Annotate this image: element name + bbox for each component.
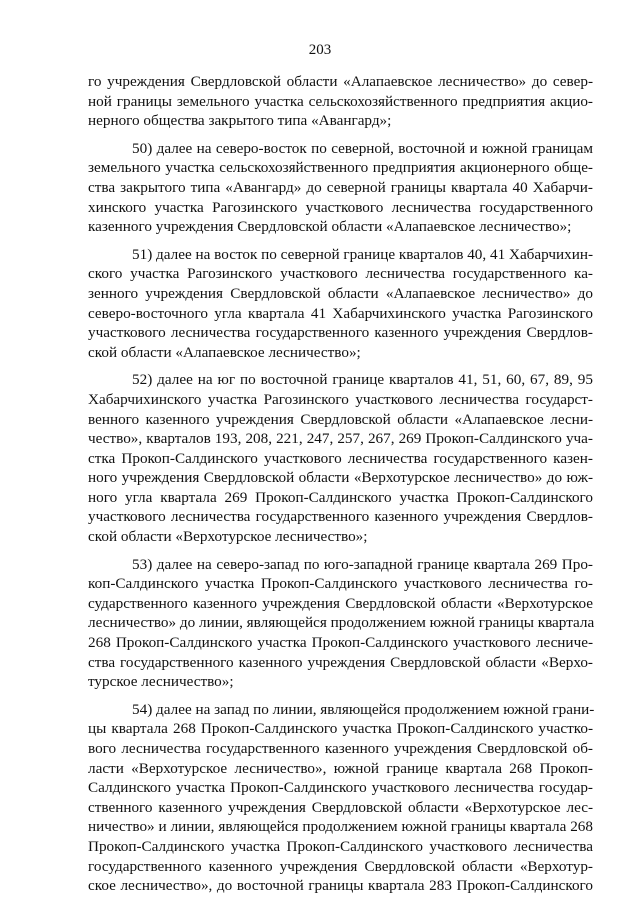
text-line: 268 Прокоп-Салдинского участка Прокоп-Салдинского участкового лесниче-	[88, 634, 593, 652]
text-line: лесничество» до линии, являющейся продолжением южной границы квартала	[88, 614, 595, 632]
text-line: коп-Салдинского участка Прокоп-Салдинского участкового лесничества го-	[88, 575, 593, 593]
text-line: Прокоп-Салдинского участка Прокоп-Салдинского участкового лесничества	[88, 837, 593, 855]
text-line: 50) далее на северо-восток по северной, восточной и южной границам	[132, 139, 593, 157]
text-line: чество», кварталов 193, 208, 221, 247, 257, 267, 269 Прокоп-Салдинского уча-	[88, 430, 593, 448]
paragraph	[88, 72, 593, 131]
text-line: 51) далее на восток по северной границе кварталов 40, 41 Хабарчихин-	[132, 245, 594, 263]
text-line: ничество» и линии, являющейся продолжением южной границы квартала 268	[88, 818, 593, 836]
text-line: государственного казенного учреждения Свердловской области «Верхотур-	[88, 857, 593, 875]
text-line: вого лесничества государственного казенного учреждения Свердловской об-	[88, 740, 593, 757]
text-line: ской области «Верхотурское лесничество»;	[88, 528, 368, 546]
text-line: ственного казенного учреждения Свердловской области «Верхотурское лес-	[88, 798, 593, 816]
text-line: ства государственного казенного учреждения Свердловской области «Верхо-	[88, 653, 593, 671]
paragraph	[88, 370, 593, 546]
text-line: сударственного казенного учреждения Свердловской области «Верхотурское	[88, 594, 593, 612]
text-line: нерного общества закрытого типа «Авангард»;	[88, 112, 392, 130]
text-line: хинского участка Рагозинского участкового лесничества государственного	[88, 198, 593, 216]
text-line: ское лесничество», до восточной границы квартала 283 Прокоп-Салдинского	[88, 877, 593, 895]
paragraph	[88, 139, 593, 237]
text-line: турское лесничество»;	[88, 673, 234, 691]
text-line: ского участка Рагозинского участкового лесничества государственного ка-	[88, 265, 593, 283]
paragraph	[88, 555, 593, 692]
text-line: ной границы земельного участка сельскохозяйственного предприятия акцио-	[88, 92, 593, 110]
document-body	[88, 72, 593, 904]
text-line: ного учреждения Свердловской области «Верхотурское лесничество» до юж-	[88, 469, 593, 487]
text-line: 53) далее на северо-запад по юго-западной границе квартала 269 Про-	[132, 555, 593, 573]
text-line: Салдинского участка Прокоп-Салдинского участкового лесничества государ-	[88, 779, 593, 797]
text-line: участкового лесничества государственного казенного учреждения Свердлов-	[88, 508, 593, 526]
text-line: 54) далее на запад по линии, являющейся продолжением южной грани-	[132, 700, 595, 718]
paragraph	[88, 245, 593, 363]
text-line: цы квартала 268 Прокоп-Салдинского участка Прокоп-Салдинского участко-	[88, 720, 593, 738]
text-line: ской области «Алапаевское лесничество»;	[88, 343, 361, 361]
paragraph	[88, 700, 593, 896]
text-line: казенного учреждения Свердловской области «Алапаевское лесничество»;	[88, 218, 572, 236]
text-line: венного казенного учреждения Свердловской области «Алапаевское лесни-	[88, 410, 593, 428]
text-line: ного угла квартала 269 Прокоп-Салдинского участка Прокоп-Салдинского	[88, 488, 593, 506]
page-number: 203	[308, 42, 332, 58]
text-line: го учреждения Свердловской области «Алапаевское лесничество» до север-	[88, 73, 593, 90]
text-line: северо-восточного угла квартала 41 Хабарчихинского участка Рагозинского	[88, 304, 593, 322]
text-line: стка Прокоп-Салдинского участкового лесничества государственного казен-	[88, 449, 593, 467]
text-line: земельного участка сельскохозяйственного предприятия акционерного обще-	[88, 159, 593, 177]
text-line: ства закрытого типа «Авангард» до северной границы квартала 40 Хабарчи-	[88, 178, 593, 196]
text-line: Хабарчихинского участка Рагозинского участкового лесничества государст-	[88, 390, 593, 408]
text-line: зенного учреждения Свердловской области «Алапаевское лесничество» до	[88, 284, 593, 302]
text-line: участкового лесничества государственного казенного учреждения Свердлов-	[88, 324, 593, 342]
text-line: ласти «Верхотурское лесничество», южной границе квартала 268 Прокоп-	[88, 759, 593, 777]
text-line: 52) далее на юг по восточной границе кварталов 41, 51, 60, 67, 89, 95	[132, 371, 593, 389]
